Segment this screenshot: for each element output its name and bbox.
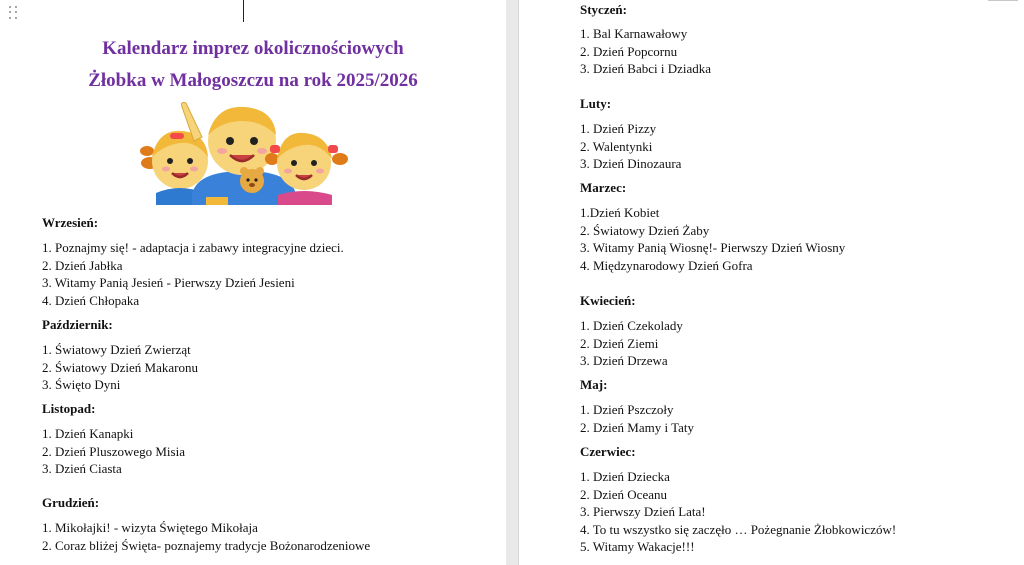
list-item: 2. Walentynki [580, 138, 653, 154]
list-item: 1. Światowy Dzień Zwierząt [42, 342, 191, 357]
month-heading-february: Luty: [580, 96, 612, 111]
list-item: 5. Witamy Wakacje!!! [580, 539, 695, 555]
three-children-cartoon-icon [136, 101, 348, 209]
list-item: 2. Dzień Oceanu [580, 486, 667, 502]
list-item: 1. Bal Karnawałowy [580, 26, 688, 41]
event-list-march [580, 204, 845, 274]
list-item: 1. Dzień Kanapki [42, 426, 134, 441]
month-heading-january: Styczeń: [580, 2, 627, 17]
event-list-january [580, 25, 711, 78]
month-heading-october: Październik: [42, 317, 113, 332]
event-list-october [42, 341, 198, 394]
month-heading-november: Listopad: [42, 401, 96, 416]
list-item: 1. Dzień Czekolady [580, 318, 683, 333]
list-item: 2. Dzień Mamy i Taty [580, 419, 695, 435]
document-page-left [0, 0, 506, 565]
document-title-line-1: Kalendarz imprez okolicznościowych [102, 38, 404, 59]
event-list-february [580, 120, 681, 173]
month-heading-december: Grudzień: [42, 495, 100, 510]
list-item: 1. Mikołajki! - wizyta Świętego Mikołaja [42, 520, 258, 535]
list-item: 3. Dzień Ciasta [42, 461, 122, 477]
event-list-april [580, 317, 683, 370]
list-item: 2. Dzień Popcornu [580, 43, 678, 59]
list-item: 3. Dzień Babci i Dziadka [580, 61, 712, 77]
month-heading-march: Marzec: [580, 180, 627, 195]
list-item: 1. Dzień Dziecka [580, 469, 670, 484]
list-item: 4. Międzynarodowy Dzień Gofra [580, 257, 753, 273]
month-heading-may: Maj: [580, 377, 608, 392]
scrollbar-track-edge [988, 0, 1018, 1]
teddy-bear-illustration [240, 167, 264, 193]
event-list-june [580, 468, 896, 556]
list-item: 3. Święto Dyni [42, 377, 121, 393]
list-item: 1. Dzień Pizzy [580, 121, 657, 136]
list-item: 2. Dzień Pluszowego Misia [42, 443, 185, 459]
list-item: 1.Dzień Kobiet [580, 205, 660, 220]
text-cursor [243, 0, 244, 22]
list-item: 3. Witamy Panią Wiosnę!- Pierwszy Dzień Wiosny [580, 240, 846, 256]
document-page-right [518, 0, 1024, 565]
list-item: 4. To tu wszystko się zaczęło … Pożegnanie Żłobkowiczów! [580, 521, 897, 537]
list-item: 3. Witamy Panią Jesień - Pierwszy Dzień Jesieni [42, 275, 295, 291]
list-item: 1. Poznajmy się! - adaptacja i zabawy integracyjne dzieci. [42, 240, 344, 255]
event-list-november [42, 425, 185, 478]
event-list-may [580, 401, 694, 436]
list-item: 2. Dzień Ziemi [580, 335, 659, 351]
event-list-september [42, 239, 344, 309]
list-item: 4. Dzień Chłopaka [42, 292, 140, 308]
event-list-december [42, 519, 370, 554]
list-item: 1. Dzień Pszczoły [580, 402, 674, 417]
list-item: 3. Pierwszy Dzień Lata! [580, 504, 706, 520]
month-heading-april: Kwiecień: [580, 293, 636, 308]
month-heading-september: Wrzesień: [42, 215, 99, 230]
document-title-line-2: Żłobka w Małogoszczu na rok 2025/2026 [88, 70, 418, 91]
list-item: 3. Dzień Dinozaura [580, 156, 682, 172]
list-item: 2. Światowy Dzień Makaronu [42, 359, 198, 375]
month-heading-june: Czerwiec: [580, 444, 636, 459]
list-item: 2. Coraz bliżej Święta- poznajemy tradycje Bożonarodzeniowe [42, 537, 371, 553]
drag-handle-icon[interactable] [9, 6, 19, 20]
list-item: 3. Dzień Drzewa [580, 353, 668, 369]
list-item: 2. Dzień Jabłka [42, 257, 123, 273]
list-item: 2. Światowy Dzień Żaby [580, 222, 710, 238]
